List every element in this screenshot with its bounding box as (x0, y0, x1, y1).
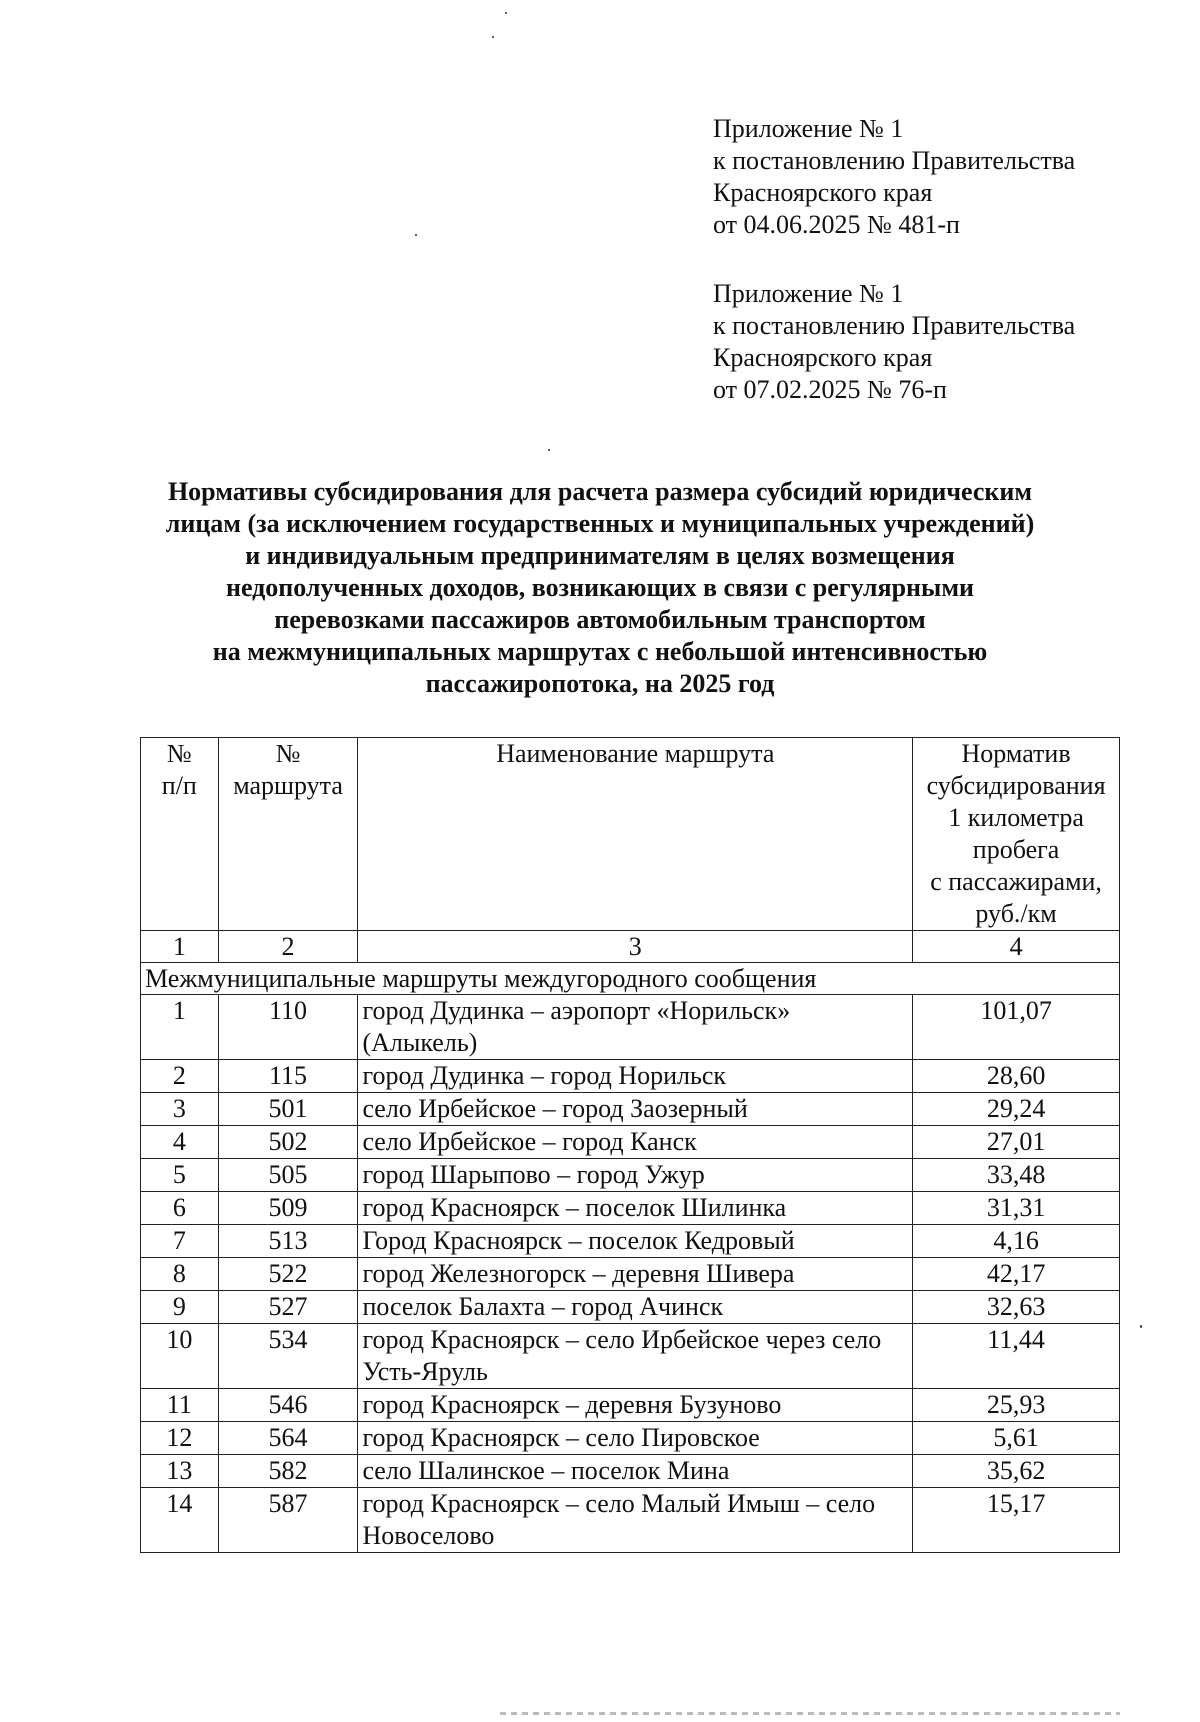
appendix-region: Красноярского края (713, 343, 933, 372)
appendix-date-number: от 04.06.2025 № 481-п (713, 210, 960, 239)
appendix-label: Приложение № 1 (713, 279, 904, 308)
table-row (141, 1389, 1120, 1422)
subsidy-value: 27,01 (913, 1126, 1120, 1159)
title-line: недополученных доходов, возникающих в связи с регулярными (225, 573, 975, 602)
route-number: 534 (218, 1324, 358, 1389)
header-text: 1 километра (948, 803, 1084, 832)
appendix-region: Красноярского края (713, 178, 933, 207)
subsidy-norms-table (140, 737, 1120, 1553)
route-number: 110 (218, 995, 358, 1060)
header-text: субсидирования (926, 771, 1106, 800)
title-line: перевозками пассажиров автомобильным транспортом (274, 605, 926, 634)
route-number: 502 (218, 1126, 358, 1159)
subsidy-value: 31,31 (913, 1192, 1120, 1225)
column-number: 4 (913, 931, 1120, 963)
appendix-resolution-ref: к постановлению Правительства (713, 311, 1076, 340)
route-name (358, 1422, 913, 1455)
route-name (358, 1060, 913, 1093)
appendix-block-original (713, 278, 1075, 406)
row-number: 12 (141, 1422, 219, 1455)
subsidy-value: 28,60 (913, 1060, 1120, 1093)
route-name-line: город Красноярск – село Малый Имыш – село (362, 1489, 876, 1518)
header-text: № (275, 739, 301, 768)
route-name (358, 1455, 913, 1488)
route-name (358, 1126, 913, 1159)
scan-speck (415, 234, 417, 236)
title-line: пассажиропотока, на 2025 год (425, 669, 775, 698)
row-number: 7 (141, 1225, 219, 1258)
route-name-line: Новоселово (362, 1521, 495, 1550)
header-route-name: Наименование маршрута (358, 738, 913, 931)
subsidy-value: 4,16 (913, 1225, 1120, 1258)
scan-speck (492, 36, 494, 38)
scan-edge-artifact (500, 1712, 1120, 1715)
route-name (358, 1159, 913, 1192)
route-name-line: город Дудинка – аэропорт «Норильск» (362, 996, 791, 1025)
appendix-resolution-ref: к постановлению Правительства (713, 146, 1076, 175)
row-number: 6 (141, 1192, 219, 1225)
route-number: 546 (218, 1389, 358, 1422)
route-number: 513 (218, 1225, 358, 1258)
row-number: 13 (141, 1455, 219, 1488)
title-line: на межмуниципальных маршрутах с небольшой интенсивностью (212, 637, 988, 666)
route-name (358, 1258, 913, 1291)
route-number: 522 (218, 1258, 358, 1291)
route-name-line: село Ирбейское – город Заозерный (362, 1094, 748, 1123)
route-number: 527 (218, 1291, 358, 1324)
column-number-row (141, 931, 1120, 963)
subsidy-value: 101,07 (913, 995, 1120, 1060)
header-text: п/п (161, 771, 197, 800)
route-name (358, 1389, 913, 1422)
route-name (358, 1324, 913, 1389)
header-text: № (166, 739, 192, 768)
table-header-row (141, 738, 1120, 931)
route-number: 505 (218, 1159, 358, 1192)
header-route-number (218, 738, 358, 931)
row-number: 11 (141, 1389, 219, 1422)
column-number: 3 (358, 931, 913, 963)
subsidy-value: 29,24 (913, 1093, 1120, 1126)
row-number: 9 (141, 1291, 219, 1324)
subsidy-value: 32,63 (913, 1291, 1120, 1324)
column-number: 2 (218, 931, 358, 963)
table-row (141, 1060, 1120, 1093)
table-row (141, 1488, 1120, 1553)
header-text: Норматив (961, 739, 1071, 768)
route-name-line: город Красноярск – поселок Шилинка (362, 1193, 787, 1222)
route-name (358, 1192, 913, 1225)
header-subsidy-norm (913, 738, 1120, 931)
table-row (141, 1093, 1120, 1126)
route-name-line: село Шалинское – поселок Мина (362, 1456, 730, 1485)
table-row (141, 1291, 1120, 1324)
appendix-block-current (713, 113, 1075, 241)
route-number: 587 (218, 1488, 358, 1553)
subsidy-value: 25,93 (913, 1389, 1120, 1422)
route-name-line: поселок Балахта – город Ачинск (362, 1292, 724, 1321)
route-number: 501 (218, 1093, 358, 1126)
header-row-number (141, 738, 219, 931)
subsidy-value: 15,17 (913, 1488, 1120, 1553)
row-number: 3 (141, 1093, 219, 1126)
title-line: и индивидуальным предпринимателям в целях возмещения (245, 541, 955, 570)
scan-speck (1140, 1325, 1142, 1328)
header-text: пробега (972, 835, 1060, 864)
appendix-date-number: от 07.02.2025 № 76-п (713, 375, 947, 404)
table-row (141, 1225, 1120, 1258)
row-number: 4 (141, 1126, 219, 1159)
scan-speck (505, 12, 507, 14)
table-row (141, 1126, 1120, 1159)
document-title (130, 476, 1070, 700)
route-name (358, 1093, 913, 1126)
table-row (141, 1324, 1120, 1389)
route-name-line: село Ирбейское – город Канск (362, 1127, 697, 1156)
row-number: 14 (141, 1488, 219, 1553)
subsidy-value: 11,44 (913, 1324, 1120, 1389)
route-number: 582 (218, 1455, 358, 1488)
row-number: 10 (141, 1324, 219, 1389)
table-row (141, 1422, 1120, 1455)
route-number: 115 (218, 1060, 358, 1093)
route-name-line: Город Красноярск – поселок Кедровый (362, 1226, 795, 1255)
subsidy-value: 5,61 (913, 1422, 1120, 1455)
row-number: 1 (141, 995, 219, 1060)
column-number: 1 (141, 931, 219, 963)
header-text: маршрута (233, 771, 343, 800)
table-row (141, 995, 1120, 1060)
table-row (141, 1159, 1120, 1192)
row-number: 2 (141, 1060, 219, 1093)
appendix-label: Приложение № 1 (713, 114, 904, 143)
subsidy-value: 35,62 (913, 1455, 1120, 1488)
route-name-line: город Дудинка – город Норильск (362, 1061, 727, 1090)
subsidy-value: 42,17 (913, 1258, 1120, 1291)
route-name-line: город Шарыпово – город Ужур (362, 1160, 705, 1189)
route-name-line: Усть-Яруль (362, 1357, 488, 1386)
header-text: руб./км (975, 899, 1057, 928)
route-name (358, 1488, 913, 1553)
route-name (358, 1291, 913, 1324)
table-row (141, 1258, 1120, 1291)
section-title: Межмуниципальные маршруты междугородного сообщения (141, 963, 1120, 995)
route-name-line: город Красноярск – село Пировское (362, 1423, 760, 1452)
subsidy-value: 33,48 (913, 1159, 1120, 1192)
route-number: 509 (218, 1192, 358, 1225)
header-text: с пассажирами, (930, 867, 1102, 896)
row-number: 8 (141, 1258, 219, 1291)
route-name-line: город Красноярск – село Ирбейское через село (362, 1325, 882, 1354)
section-row (141, 963, 1120, 995)
title-line: Нормативы субсидирования для расчета размера субсидий юридическим (167, 477, 1033, 506)
scan-speck (548, 449, 550, 451)
table-row (141, 1455, 1120, 1488)
route-number: 564 (218, 1422, 358, 1455)
row-number: 5 (141, 1159, 219, 1192)
route-name (358, 995, 913, 1060)
route-name-line: город Железногорск – деревня Шивера (362, 1259, 795, 1288)
title-line: лицам (за исключением государственных и муниципальных учреждений) (165, 509, 1035, 538)
route-name-line: город Красноярск – деревня Бузуново (362, 1390, 782, 1419)
route-name-line: (Алыкель) (362, 1028, 478, 1057)
table-row (141, 1192, 1120, 1225)
route-name (358, 1225, 913, 1258)
